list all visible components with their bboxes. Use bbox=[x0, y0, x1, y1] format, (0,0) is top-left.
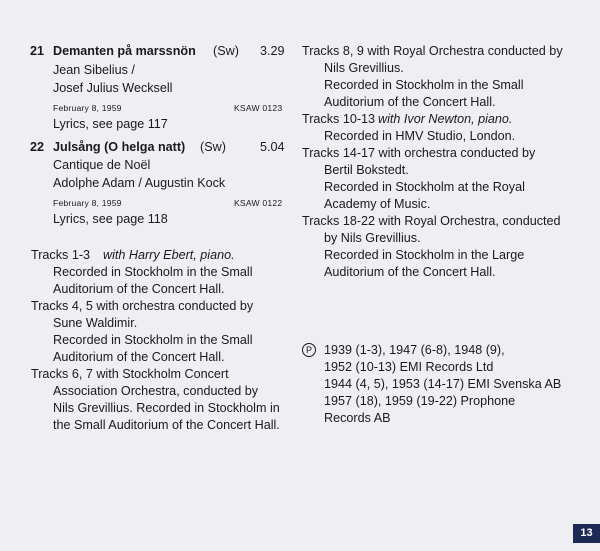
credit-line: Auditorium of the Concert Hall. bbox=[53, 350, 225, 364]
copyright-line: 1957 (18), 1959 (19-22) Prophone bbox=[324, 394, 516, 408]
phonographic-copyright-icon: P bbox=[302, 343, 316, 357]
track-title: Demanten på marssnön bbox=[53, 44, 196, 58]
copyright-line: 1939 (1-3), 1947 (6-8), 1948 (9), bbox=[324, 343, 505, 357]
credit-line: Nils Grevillius. bbox=[324, 61, 404, 75]
lyrics-reference: Lyrics, see page 117 bbox=[53, 117, 168, 131]
credit-line: Recorded in Stockholm in the Small bbox=[53, 333, 253, 347]
recording-date: February 8, 1959 bbox=[53, 103, 122, 113]
page-number: 13 bbox=[573, 524, 600, 543]
credit-tracks: Tracks 1-3 bbox=[31, 248, 91, 262]
credit-line: Tracks 8, 9 with Royal Orchestra conducted by bbox=[302, 44, 563, 58]
credit-performer: with Ivor Newton, piano. bbox=[378, 112, 513, 126]
copyright-line: Records AB bbox=[324, 411, 391, 425]
credit-performer: with Harry Ebert, piano. bbox=[103, 248, 235, 262]
credit-line: Recorded in Stockholm in the Small bbox=[324, 78, 524, 92]
credit-line: Academy of Music. bbox=[324, 197, 431, 211]
credit-line: Recorded in Stockholm in the Small bbox=[53, 265, 253, 279]
credit-line: by Nils Grevillius. bbox=[324, 231, 421, 245]
track-composer: Adolphe Adam / Augustin Kock bbox=[53, 176, 226, 190]
recording-date: February 8, 1959 bbox=[53, 198, 122, 208]
track-duration: 5.04 bbox=[260, 140, 285, 154]
lyrics-reference: Lyrics, see page 118 bbox=[53, 212, 168, 226]
credit-line: the Small Auditorium of the Concert Hall. bbox=[53, 418, 280, 432]
track-number: 21 bbox=[30, 44, 45, 58]
credit-line: Tracks 18-22 with Royal Orchestra, conducted bbox=[302, 214, 561, 228]
credit-line: Recorded in Stockholm at the Royal bbox=[324, 180, 525, 194]
track-language: (Sw) bbox=[213, 44, 239, 58]
copyright-line: 1952 (10-13) EMI Records Ltd bbox=[324, 360, 494, 374]
track-number: 22 bbox=[30, 140, 45, 154]
credit-line: Sune Waldimir. bbox=[53, 316, 138, 330]
credit-line: Auditorium of the Concert Hall. bbox=[53, 282, 225, 296]
credit-line: Auditorium of the Concert Hall. bbox=[324, 265, 496, 279]
track-duration: 3.29 bbox=[260, 44, 285, 58]
credit-line: Tracks 6, 7 with Stockholm Concert bbox=[31, 367, 229, 381]
copyright-line: 1944 (4, 5), 1953 (14-17) EMI Svenska AB bbox=[324, 377, 562, 391]
credit-line: Association Orchestra, conducted by bbox=[53, 384, 259, 398]
track-title: Julsång (O helga natt) bbox=[53, 140, 186, 154]
credit-line: Nils Grevillius. Recorded in Stockholm in bbox=[53, 401, 280, 415]
track-lyricist: Josef Julius Wecksell bbox=[53, 81, 173, 95]
credit-line: Recorded in Stockholm in the Large bbox=[324, 248, 525, 262]
catalog-number: KSAW 0123 bbox=[234, 103, 283, 113]
track-language: (Sw) bbox=[200, 140, 226, 154]
credit-line: Auditorium of the Concert Hall. bbox=[324, 95, 496, 109]
track-composer: Jean Sibelius / bbox=[53, 63, 135, 77]
credit-tracks: Tracks 10-13 bbox=[302, 112, 376, 126]
credit-line: Recorded in HMV Studio, London. bbox=[324, 129, 516, 143]
track-subtitle: Cantique de Noël bbox=[53, 158, 151, 172]
credit-line: Tracks 14-17 with orchestra conducted by bbox=[302, 146, 536, 160]
credit-line: Tracks 4, 5 with orchestra conducted by bbox=[31, 299, 254, 313]
catalog-number: KSAW 0122 bbox=[234, 198, 283, 208]
credit-line: Bertil Bokstedt. bbox=[324, 163, 409, 177]
